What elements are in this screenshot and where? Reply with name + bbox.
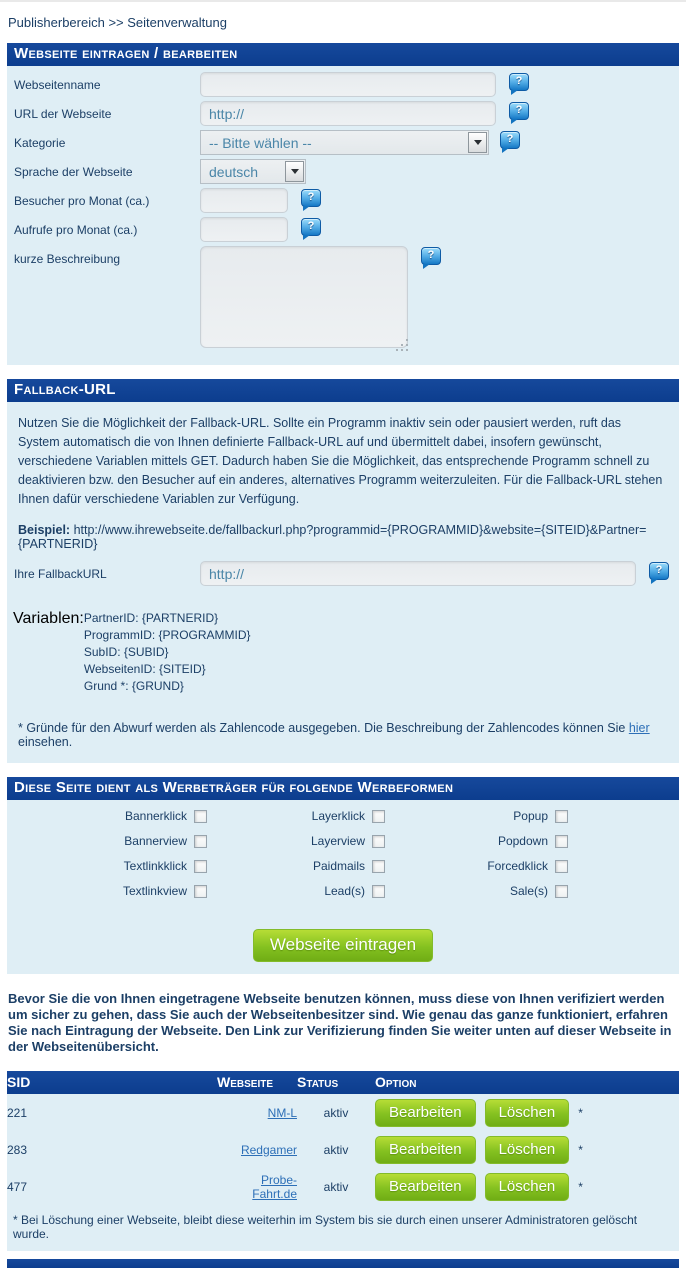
loeschen-button[interactable]: Löschen — [485, 1099, 570, 1127]
bearbeiten-button[interactable]: Bearbeiten — [375, 1136, 476, 1164]
sprache-select[interactable] — [200, 159, 306, 184]
column-header-option: Option — [375, 1071, 679, 1094]
help-icon[interactable] — [649, 562, 669, 580]
besucher-label: Besucher pro Monat (ca.) — [14, 194, 150, 208]
checkbox-row-sales: Sale(s) — [385, 884, 568, 898]
option-cell — [375, 1094, 679, 1131]
footer-space — [7, 1268, 679, 1274]
help-icon[interactable] — [500, 131, 520, 149]
chevron-down-icon — [474, 140, 482, 145]
checkbox-row-leads: Lead(s) — [207, 884, 385, 898]
beispiel-url: http://www.ihrewebseite.de/fallbackurl.php?programmid={PROGRAMMID}&website={SITEID}&Partner={PARTNERID} — [18, 523, 647, 551]
url-label: URL der Webseite — [14, 107, 112, 121]
fallback-url-label: Ihre FallbackURL — [14, 567, 107, 581]
verification-note: Bevor Sie die von Ihnen eingetragene Webseite benutzen können, muss diese von Ihnen verifiziert werden um sicher zu gehen, dass Sie auch der Webseitenbesitzer sind. Wie genau das ganze funktioniert, erfahren Sie nach Eintragung der Webseite. Den Link zur Verifizierung finden Sie weiter unten auf dieser Webseite in der Webseitenübersicht. — [8, 991, 672, 1054]
website-link[interactable]: NM-L — [267, 1105, 297, 1120]
form-row-kategorie — [13, 130, 669, 155]
checkbox-row-popup: Popup — [385, 809, 568, 823]
help-icon[interactable] — [301, 189, 321, 207]
table-row — [7, 1168, 679, 1205]
variables-list — [84, 610, 251, 695]
leads-checkbox[interactable] — [372, 885, 385, 898]
beispiel-label: Beispiel: — [18, 523, 71, 537]
column-header-sid: SID — [7, 1071, 217, 1094]
zahlencodes-link[interactable]: hier — [628, 721, 650, 735]
chevron-down-icon — [291, 169, 299, 174]
asterisk-note: * — [578, 1142, 583, 1157]
layerklick-checkbox[interactable] — [372, 810, 385, 823]
form-row-aufrufe — [13, 217, 669, 242]
popdown-checkbox[interactable] — [555, 835, 568, 848]
layerview-checkbox[interactable] — [372, 835, 385, 848]
variable-item: WebseitenID: {SITEID} — [83, 662, 206, 676]
variable-item: ProgrammID: {PROGRAMMID} — [83, 628, 251, 642]
table-row — [7, 1131, 679, 1168]
checkbox-row-layerview: Layerview — [207, 834, 385, 848]
question-mark-icon: ? — [307, 220, 315, 232]
submit-area — [7, 929, 679, 974]
checkbox-row-textlinkview: Textlinkview — [15, 884, 207, 898]
question-mark-icon: ? — [515, 75, 523, 87]
kategorie-label: Kategorie — [14, 136, 66, 150]
fallback-intro-text: Nutzen Sie die Möglichkeit der Fallback-URL. Sollte ein Programm inaktiv sein oder pausiert werden, ruft das System automatisch die von Ihnen definierte Fallback-URL auf und übermittelt dabei, insofern gewünscht, verschiedene Variablen mittels GET. Dadurch haben Sie die Möglichkeit, das entsprechende Programm schnell zu deaktivieren bzw. den Besucher auf ein anderes, alternatives Programm weiterzuleiten. Für die Fallback-URL stehen Ihnen dafür verschiedene Variablen zur Verfügung. — [18, 416, 663, 506]
form-row-webseitenname — [13, 72, 669, 97]
table-row — [7, 1094, 679, 1131]
popup-checkbox[interactable] — [555, 810, 568, 823]
asterisk-note: * — [578, 1179, 583, 1194]
question-mark-icon: ? — [515, 104, 523, 116]
variable-item: Grund *: {GRUND} — [83, 679, 184, 693]
status-badge: aktiv — [323, 1179, 349, 1194]
url-input[interactable] — [200, 101, 496, 126]
fallback-footnote: * Gründe für den Abwurf werden als Zahlencode ausgegeben. Die Beschreibung der Zahlencodes können Sie hier einsehen. — [18, 721, 650, 749]
sites-table-header-row — [7, 1071, 679, 1094]
help-icon[interactable] — [421, 247, 441, 265]
variable-item: SubID: {SUBID} — [83, 645, 169, 659]
aufrufe-input[interactable] — [200, 217, 288, 242]
form-row-beschreibung — [13, 246, 669, 353]
beschreibung-textarea[interactable] — [200, 246, 408, 348]
webseitenname-label: Webseitenname — [14, 78, 101, 92]
help-icon[interactable] — [509, 102, 529, 120]
website-link[interactable]: Redgamer — [240, 1142, 297, 1157]
loeschen-button[interactable]: Löschen — [485, 1173, 570, 1201]
bannerview-checkbox[interactable] — [194, 835, 207, 848]
help-icon[interactable] — [301, 218, 321, 236]
column-header-status: Status — [297, 1071, 375, 1094]
adforms-panel-body — [7, 809, 679, 974]
fallback-panel-body — [7, 402, 679, 763]
checkbox-row-forcedklick: Forcedklick — [385, 859, 568, 873]
webseitenname-input[interactable] — [200, 72, 496, 97]
adforms-grid — [15, 809, 679, 898]
bearbeiten-button[interactable]: Bearbeiten — [375, 1099, 476, 1127]
besucher-input[interactable] — [200, 188, 288, 213]
loeschen-button[interactable]: Löschen — [485, 1136, 570, 1164]
variables-row — [13, 610, 669, 695]
sid-cell: 477 — [7, 1179, 28, 1194]
option-cell — [375, 1168, 679, 1205]
sid-cell: 221 — [7, 1105, 28, 1120]
checkbox-row-layerklick: Layerklick — [207, 809, 385, 823]
form-row-sprache — [13, 159, 669, 184]
checkbox-row-popdown: Popdown — [385, 834, 568, 848]
paidmails-checkbox[interactable] — [372, 860, 385, 873]
checkbox-row-paidmails: Paidmails — [207, 859, 385, 873]
adforms-panel-title: Diese Seite dient als Werbeträger für folgende Werbeformen — [7, 777, 679, 800]
deletion-footnote: * Bei Löschung einer Webseite, bleibt diese weiterhin im System bis sie durch einen unserer Administratoren gelöscht wurde. — [13, 1213, 638, 1241]
dropdown-arrow-button[interactable] — [468, 132, 487, 153]
sites-table — [7, 1071, 679, 1205]
dropdown-arrow-button[interactable] — [285, 161, 304, 182]
checkbox-row-bannerview: Bannerview — [15, 834, 207, 848]
aufrufe-label: Aufrufe pro Monat (ca.) — [14, 223, 138, 237]
webseite-eintragen-button[interactable]: Webseite eintragen — [253, 929, 433, 962]
question-mark-icon: ? — [427, 249, 435, 261]
column-header-webseite: Webseite — [217, 1071, 297, 1094]
fallback-example — [18, 523, 665, 551]
sprache-label: Sprache der Webseite — [14, 165, 133, 179]
form-row-fallback-url — [13, 561, 669, 586]
forcedklick-checkbox[interactable] — [555, 860, 568, 873]
textlinkklick-checkbox[interactable] — [194, 860, 207, 873]
checkbox-row-bannerklick: Bannerklick — [15, 809, 207, 823]
fallback-panel — [7, 379, 679, 763]
bannerklick-checkbox[interactable] — [194, 810, 207, 823]
variables-label: Variablen: — [13, 610, 84, 627]
adforms-panel — [7, 777, 679, 974]
entry-panel-title: Webseite eintragen / bearbeiten — [7, 43, 679, 66]
form-row-url — [13, 101, 669, 126]
status-badge: aktiv — [323, 1105, 349, 1120]
website-link[interactable]: Probe-Fahrt.de — [252, 1172, 297, 1201]
form-row-besucher — [13, 188, 669, 213]
resize-grip-icon[interactable] — [401, 344, 403, 346]
fallback-url-input[interactable] — [200, 561, 636, 586]
entry-panel — [7, 43, 679, 365]
beschreibung-textarea-wrap — [200, 246, 408, 353]
question-mark-icon: ? — [655, 564, 663, 576]
sid-cell: 283 — [7, 1142, 28, 1157]
sprache-selected-value: deutsch — [209, 163, 259, 180]
help-icon[interactable] — [509, 73, 529, 91]
checkbox-row-textlinkklick: Textlinkklick — [15, 859, 207, 873]
variable-item: PartnerID: {PARTNERID} — [83, 611, 219, 625]
textlinkview-checkbox[interactable] — [194, 885, 207, 898]
question-mark-icon: ? — [307, 191, 315, 203]
sites-panel — [7, 1071, 679, 1251]
kategorie-select[interactable] — [200, 130, 489, 155]
breadcrumb: Publisherbereich >> Seitenverwaltung — [8, 15, 227, 30]
footer-bar — [7, 1259, 679, 1268]
beschreibung-label: kurze Beschreibung — [14, 252, 121, 266]
option-cell — [375, 1131, 679, 1168]
entry-panel-body — [7, 66, 679, 365]
kategorie-selected-value: -- Bitte wählen -- — [209, 134, 312, 151]
fallback-panel-title: Fallback-URL — [7, 379, 679, 402]
asterisk-note: * — [578, 1105, 583, 1120]
bearbeiten-button[interactable]: Bearbeiten — [375, 1173, 476, 1201]
status-badge: aktiv — [323, 1142, 349, 1157]
sales-checkbox[interactable] — [555, 885, 568, 898]
question-mark-icon: ? — [506, 133, 514, 145]
